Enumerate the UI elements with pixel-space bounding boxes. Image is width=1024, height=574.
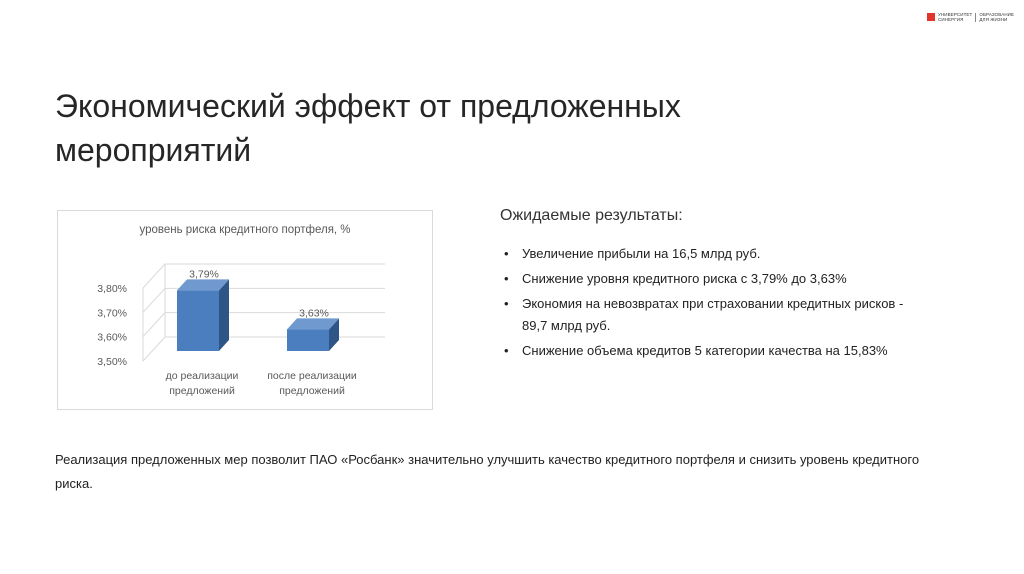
list-item — [498, 243, 918, 265]
logo-text-left — [938, 12, 972, 22]
list-item-text: Снижение объема кредитов 5 категории качества на 15,83% — [522, 343, 888, 358]
results-list — [498, 243, 918, 365]
bar-chart — [58, 211, 432, 409]
logo-line2: СИНЕРГИЯ — [938, 17, 964, 22]
logo-separator — [975, 13, 976, 22]
chart-container — [57, 210, 433, 410]
data-label: 3,79% — [189, 268, 219, 281]
slide-title: Экономический эффект от предложенных мероприятий — [55, 88, 681, 168]
gridline — [143, 264, 385, 288]
bullet-icon: • — [504, 246, 509, 261]
data-label: 3,63% — [299, 307, 329, 320]
conclusion-text: Реализация предложенных мер позволит ПАО «Росбанк» значительно улучшить качество кредитного портфеля и снизить уровень кредитного риска. — [55, 452, 920, 491]
chart-title: уровень риска кредитного портфеля, % — [139, 224, 351, 236]
logo-line4: ДЛЯ ЖИЗНИ — [979, 17, 1008, 22]
bar — [287, 329, 329, 351]
x-tick-label: предложений — [279, 385, 345, 397]
brand-logo — [927, 12, 1014, 22]
x-tick-label: до реализации — [165, 370, 239, 382]
y-tick-label: 3,60% — [97, 331, 127, 344]
bullet-icon: • — [504, 271, 509, 286]
list-item — [498, 340, 918, 362]
logo-line3: ОБРАЗОВАНИЕ — [979, 12, 1015, 17]
bar — [177, 290, 219, 351]
bullet-icon: • — [504, 343, 509, 358]
list-item-text: Экономия на невозвратах при страховании кредитных рисков - 89,7 млрд руб. — [522, 296, 904, 333]
list-item — [498, 268, 918, 290]
list-item-text: Снижение уровня кредитного риска с 3,79% до 3,63% — [522, 271, 847, 286]
y-tick-label: 3,80% — [97, 283, 127, 295]
list-item — [498, 293, 918, 337]
list-item-text: Увеличение прибыли на 16,5 млрд руб. — [522, 246, 761, 261]
y-tick-label: 3,70% — [97, 307, 127, 320]
x-tick-label: после реализации — [267, 370, 357, 382]
y-tick-label: 3,50% — [97, 356, 127, 368]
bar-side — [219, 279, 229, 351]
logo-text-right — [979, 12, 1014, 22]
results-heading: Ожидаемые результаты: — [500, 207, 683, 224]
logo-mark — [927, 13, 935, 21]
bullet-icon: • — [504, 296, 509, 311]
x-tick-label: предложений — [169, 385, 235, 397]
logo-line1: УНИВЕРСИТЕТ — [938, 12, 973, 17]
